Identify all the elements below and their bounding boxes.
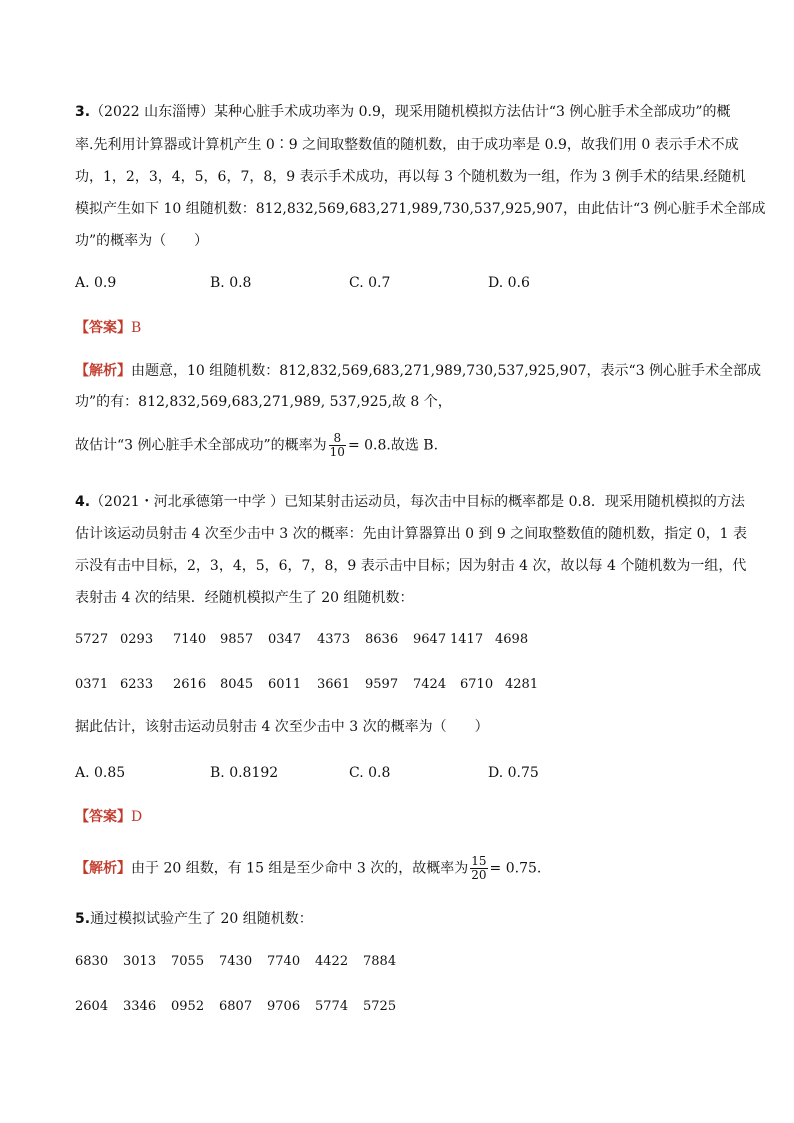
q3-analysis-3 [75,432,438,459]
q3-line-2: 率.先利用计算器或计算机产生 0∶9 之间取整数值的随机数，由于成功率是 0.9，故我们用 0 表示手术不成 [75,137,739,153]
random-number: 0293 [120,632,154,647]
q3-analysis-2: 功”的有：812,832,569,683,271,989, 537,925,故 8 个， [75,394,452,410]
random-number: 7140 [173,632,207,647]
q3-option-b[interactable]: B. 0.8 [210,275,252,291]
analysis-tag: 【解析】 [75,363,131,379]
random-number: 7055 [171,954,205,969]
fraction-numerator: 8 [329,432,346,446]
q4-line-3: 示没有击中目标，2，3，4，5，6，7，8，9 表示击中目标；因为射击 4 次，故以每 4 个随机数为一组，代 [75,558,747,574]
q3-analysis-text-3: 故估计“3 例心脏手术全部成功”的概率为 [75,437,327,454]
random-number: 8045 [220,677,254,692]
q4-line-1 [75,493,745,511]
q5-text-1: 通过模拟试验产生了 20 组随机数： [90,911,313,927]
random-number: 5774 [315,999,349,1014]
q4-line-2: 估计该运动员射击 4 次至少击中 3 次的概率：先由计算器算出 0 到 9 之间取整数值的随机数，指定 0，1 表 [75,526,747,542]
q4-number: 4. [75,494,91,510]
random-number: 0371 [75,677,109,692]
q4-line-5: 据此估计，该射击运动员射击 4 次至少击中 3 次的概率为（ ） [75,719,489,735]
q5-number: 5. [75,911,91,927]
q4-option-b[interactable]: B. 0.8192 [210,765,279,781]
random-number: 4281 [505,677,539,692]
random-number: 4373 [317,632,351,647]
q3-analysis-text-3b: = 0.8.故选 B. [347,437,439,454]
answer-tag: 【答案】 [75,809,131,825]
random-number: 7424 [413,677,447,692]
q4-option-a[interactable]: A. 0.85 [75,765,126,781]
random-number: 3013 [123,954,157,969]
q4-option-d[interactable]: D. 0.75 [488,765,539,781]
q4-analysis-text: 由于 20 组数，有 15 组是至少命中 3 次的，故概率为 [131,860,469,877]
q3-option-c[interactable]: C. 0.7 [349,275,391,291]
q5-line-1 [75,910,313,928]
random-number: 7430 [219,954,253,969]
answer-tag: 【答案】 [75,320,131,336]
q3-line-4: 模拟产生如下 10 组随机数：812,832,569,683,271,989,730,537,925,907，由此估计“3 例心脏手术全部成 [75,201,766,217]
q3-answer [75,319,141,337]
random-number: 1417 [450,632,484,647]
random-number: 3346 [123,999,157,1014]
random-number: 7740 [267,954,301,969]
random-number: 5727 [75,632,109,647]
q4-analysis-text-b: = 0.75. [489,860,542,877]
q3-line-1 [75,103,731,121]
random-number: 4422 [315,954,349,969]
q4-option-c[interactable]: C. 0.8 [349,765,391,781]
q4-line-4: 表射击 4 次的结果．经随机模拟产生了 20 组随机数： [75,590,414,606]
random-number: 5725 [363,999,397,1014]
q4-answer [75,808,142,826]
random-number: 0952 [171,999,205,1014]
q4-answer-value: D [131,809,143,825]
random-number: 2616 [173,677,207,692]
random-number: 6807 [219,999,253,1014]
q4-options [75,764,715,782]
q3-line-3: 功，1，2，3，4，5，6，7，8，9 表示手术成功，再以每 3 个随机数为一组，作为 3 例手术的结果.经随机 [75,169,746,185]
q3-text-1: （2022 山东淄博）某种心脏手术成功率为 0.9，现采用随机模拟方法估计“3 例心脏手术全部成功”的概 [90,104,731,120]
fraction-numerator: 15 [471,854,487,868]
random-number: 9647 [413,632,447,647]
q4-fraction [470,855,487,882]
q3-answer-value: B [131,320,142,336]
q3-options [75,274,715,292]
random-number: 9597 [365,677,399,692]
q3-fraction [329,432,346,459]
random-number: 6011 [268,677,302,692]
random-number: 4698 [495,632,529,647]
random-number: 3661 [317,677,351,692]
random-number: 6710 [460,677,494,692]
q4-text-1: （2021・河北承德第一中学 ）已知某射击运动员，每次击中目标的概率都是 0.8．现采用随机模拟的方法 [90,494,745,510]
random-number: 6830 [75,954,109,969]
q3-option-a[interactable]: A. 0.9 [75,275,117,291]
q3-line-5: 功”的概率为（ ） [75,233,209,249]
random-number: 9706 [267,999,301,1014]
fraction-denominator: 20 [471,868,487,882]
q3-number: 3. [75,104,91,120]
random-number: 0347 [268,632,302,647]
random-number: 8636 [365,632,399,647]
q4-analysis [75,855,541,882]
random-number: 9857 [220,632,254,647]
q3-option-d[interactable]: D. 0.6 [488,275,530,291]
q3-analysis-1 [75,362,761,380]
q3-analysis-text-1: 由题意，10 组随机数：812,832,569,683,271,989,730,537,925,907，表示“3 例心脏手术全部成 [131,363,762,379]
analysis-tag: 【解析】 [75,860,131,877]
random-number: 7884 [363,954,397,969]
random-number: 6233 [120,677,154,692]
fraction-denominator: 10 [329,445,345,459]
random-number: 2604 [75,999,109,1014]
